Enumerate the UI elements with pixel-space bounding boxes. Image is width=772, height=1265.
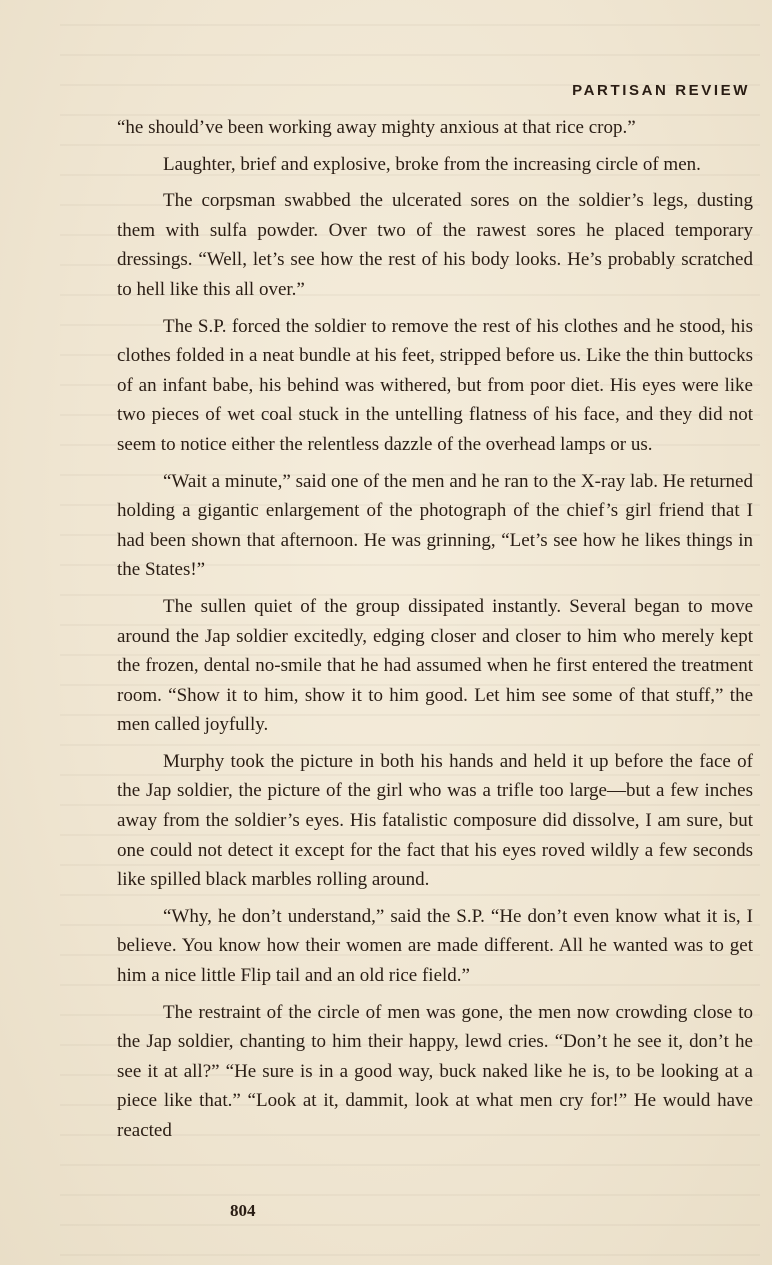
page-number: 804 [230,1201,256,1220]
paragraph-7: Murphy took the picture in both his hands and held it up before the face of the Jap soldier, the picture of the girl who was a trifle too large—but a few inches away from the soldier’s eyes. His fatalistic composure did dissolve, I am sure, but one could not detect it except for the fact that his eyes roved wildly a few seconds like spilled black marbles rolling around. [117,750,753,891]
paragraph-2: Laughter, brief and explosive, broke from the increasing circle of men. [163,153,701,175]
paragraph-9: The restraint of the circle of men was gone, the men now crowding close to the Jap soldier, chanting to him their happy, lewd cries. “Don’t he see it, don’t he see it at all?” “He sure is in a good way, buck naked like he is, to be looking at a piece like that.” “Look at it, dammit, look at what men cry for!” He would have reacted [117,1001,753,1141]
body-text [117,113,753,1153]
paragraph-3: The corpsman swabbed the ulcerated sores on the soldier’s legs, dusting them with sulfa powder. Over two of the rawest sores he placed temporary dressings. “Well, let’s see how the rest of his body looks. He’s probably scratched to hell like this all over.” [117,190,753,300]
paragraph-6: The sullen quiet of the group dissipated instantly. Several began to move around the Jap soldier excitedly, edging closer and closer to him who merely kept the frozen, dental no-smile that he had assumed when he first entered the treatment room. “Show it to him, show it to him good. Let him see some of that stuff,” the men called joyfully. [117,595,753,736]
paragraph-1: “he should’ve been working away mighty anxious at that rice crop.” [117,117,636,138]
paragraph-8: “Why, he don’t understand,” said the S.P. “He don’t even know what it is, I believe. You know how their women are made different. All he wanted was to get him a nice little Flip tail and an old rice field.” [117,905,753,987]
running-header: PARTISAN REVIEW [572,82,750,99]
paragraph-4: The S.P. forced the soldier to remove the rest of his clothes and he stood, his clothes folded in a neat bundle at his feet, stripped before us. Like the thin buttocks of an infant babe, his behind was withered, but from poor diet. His eyes were like two pieces of wet coal stuck in the untelling flatness of his face, and they did not seem to notice either the relentless dazzle of the overhead lamps or us. [117,315,753,455]
paragraph-5: “Wait a minute,” said one of the men and he ran to the X-ray lab. He returned holding a gigantic enlargement of the photograph of the chief’s girl friend that I had been shown that afternoon. He was grinning, “Let’s see how he likes things in the States!” [117,470,753,581]
